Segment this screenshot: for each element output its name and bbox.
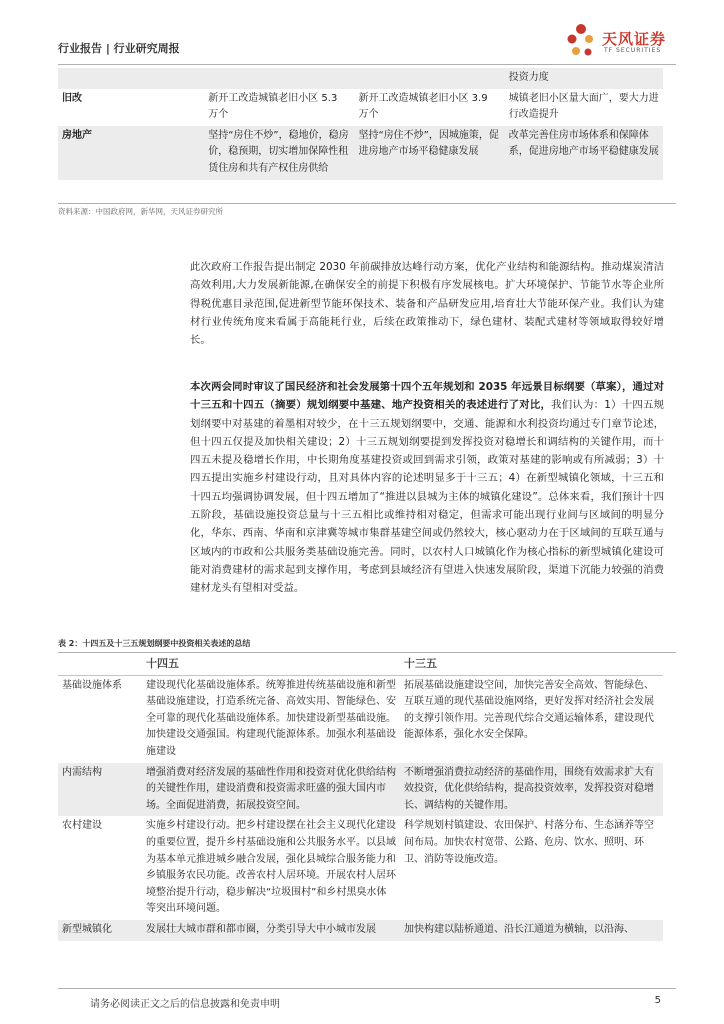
table1-source: 资料来源：中国政府网，新华网，天风证券研究所 <box>58 207 223 216</box>
table2-row-label: 基础设施体系 <box>58 675 142 762</box>
table1-cell <box>204 68 354 89</box>
table2-header-cell <box>58 654 142 675</box>
logo-mark-icon <box>564 22 600 62</box>
logo-text-cn: 天风证券 <box>602 30 667 48</box>
paragraph-body: 我们认为：1）十四五规划纲要中对基建的着墨相对较少，在十三五规划纲要中，交通、能源和水利投资均通过专门章节论述，但十四五仅提及加快相关建设；2）十三五规划纲要提到发挥投资对稳增长和调结构的关键作用，而十四五未提及稳增长作用，中长期角度基建投资或回到需求引领，政策对基建的影响或有所减弱；3）十四五提出实施乡村建设行动，且对具体内容的论述明显多于十三五；4）在新型城镇化领域，十三五和十四五均强调协调发展，但十四五增加了“推进以县城为主体的城镇化建设”。总体来看，我们预计十四五阶段，基础设施投资总量与十三五相比或维持相对稳定，但需求可能出现行业间与区域间的明显分化，华东、西南、华南和京津冀等城市集群基建空间或仍然较大，核心驱动力在于区域间的互联互通与区域内的市政和公共服务类基础设施完善。同时，以农村人口城镇化作为核心指标的新型城镇化建设可能对消费建材的需求起到支撑作用，考虑到县域经济有望进入快速发展阶段，渠道下沉能力较强的消费建材龙头有望相对受益。 <box>190 399 664 595</box>
table1-cell: 改革完善住房市场体系和保障体系，促进房地产市场平稳健康发展 <box>505 126 663 180</box>
table2 <box>58 654 663 941</box>
header-divider <box>58 64 676 65</box>
table2-cell: 拓展基础设施建设空间，加快完善安全高效、智能绿色、互联互通的现代基础设施网络，更好发挥对经济社会发展的支撑引领作用。完善现代综合交通运输体系，建设现代能源体系，强化水安全保障。 <box>400 675 663 762</box>
table2-top-rule <box>58 652 676 653</box>
table1-cell <box>354 68 504 89</box>
table1-row <box>58 126 663 180</box>
table2-row <box>58 920 663 941</box>
table2-cell: 不断增强消费拉动经济的基础作用，围绕有效需求扩大有效投资，优化供给结构，提高投资效率，发挥投资对稳增长、调结构的关键作用。 <box>400 763 663 817</box>
paragraph-five-year-plan-comparison <box>190 378 664 598</box>
table2-cell: 加快构建以陆桥通道、沿长江通道为横轴，以沿海、 <box>400 920 663 941</box>
table2-row-label: 农村建设 <box>62 820 102 832</box>
paragraph-lead-bold: 本次两会同时审议了国民经济和社会发展第十四个五年规划和 2035 年远景目标纲要（草案），通过对十三五和十四五（摘要）规划纲要中基建、地产投资相关的表述进行了对比， <box>190 381 664 412</box>
table1-cell <box>58 68 204 89</box>
table2-cell: 增强消费对经济发展的基础性作用和投资对优化供给结构的关键性作用，建设消费和投资需求旺盛的强大国内市场。全面促进消费，拓展投资空间。 <box>142 763 400 817</box>
table2-cell: 发展壮大城市群和都市圈，分类引导大中小城市发展 <box>142 920 400 941</box>
table2-cell: 建设现代化基础设施体系。统筹推进传统基础设施和新型基础设施建设，打造系统完备、高效实用、智能绿色、安全可靠的现代化基础设施体系。加快建设新型基础设施。加快建设交通强国。构建现代能源体系。加强水利基础设施建设 <box>142 675 400 762</box>
table2-header-row <box>58 654 663 675</box>
report-type-label: 行业报告 | 行业研究周报 <box>58 42 180 55</box>
table2-title: 表 2：十四五及十三五规划纲要中投资相关表述的总结 <box>58 639 251 648</box>
table2-row-label: 内需结构 <box>58 763 142 817</box>
table1-row-label: 房地产 <box>58 126 204 180</box>
table2-col-header-13th: 十三五 <box>404 657 437 670</box>
table1-cell: 新开工改造城镇老旧小区 3.9 万个 <box>358 92 488 121</box>
footer-disclaimer: 请务必阅读正文之后的信息披露和免责申明 <box>90 999 280 1010</box>
table1-cell: 新开工改造城镇老旧小区 5.3 万个 <box>208 92 338 121</box>
table1-row <box>58 68 663 89</box>
table2-cell: 实施乡村建设行动。把乡村建设摆在社会主义现代化建设的重要位置，提升乡村基础设施和公共服务水平。以县域为基本单元推进城乡融合发展，强化县城综合服务能力和乡镇服务农民功能。改善农村人居环境。开展农村人居环境整治提升行动，稳步解决“垃圾围村”和乡村黑臭水体等突出环境问题。 <box>146 820 396 915</box>
table2-row <box>58 675 663 762</box>
company-logo <box>564 22 694 62</box>
table1-cell: 投资力度 <box>505 68 663 89</box>
footer-divider <box>58 988 676 989</box>
table1-row-label: 旧改 <box>62 92 82 104</box>
table1-bottom-rule <box>58 203 676 204</box>
page-number: 5 <box>654 995 661 1006</box>
paragraph-carbon-policy: 此次政府工作报告提出制定 2030 年前碳排放达峰行动方案，优化产业结构和能源结构。推动煤炭清洁高效利用,大力发展新能源,在确保安全的前提下积极有序发展核电。扩大环境保护、节能节水等企业所得税优惠目录范围,促进新型节能环保技术、装备和产品研发应用,培育壮大节能环保产业。我们认为建材行业传统角度来看属于高能耗行业，后续在政策推动下，绿色建材、装配式建材等领域取得较好增长。 <box>190 261 664 347</box>
table1-cell: 城镇老旧小区量大面广，要大力进行改造提升 <box>508 92 659 121</box>
table2-cell: 科学规划村镇建设、农田保护、村落分布、生态涵养等空间布局。加快农村宽带、公路、危房、饮水、照明、环卫、消防等设施改造。 <box>404 820 654 865</box>
table1 <box>58 68 663 180</box>
table1-cell: 坚持“房住不炒”，因城施策，促进房地产市场平稳健康发展 <box>354 126 504 180</box>
table1-row <box>58 89 663 126</box>
table1-cell: 坚持“房住不炒”，稳地价，稳房价，稳预期，切实增加保障性租赁住房和共有产权住房供给 <box>204 126 354 180</box>
table2-row <box>58 816 663 920</box>
table2-row <box>58 763 663 817</box>
table2-col-header-14th: 十四五 <box>146 657 179 670</box>
logo-text-en: TF SECURITIES <box>604 47 662 54</box>
table2-row-label: 新型城镇化 <box>58 920 142 941</box>
